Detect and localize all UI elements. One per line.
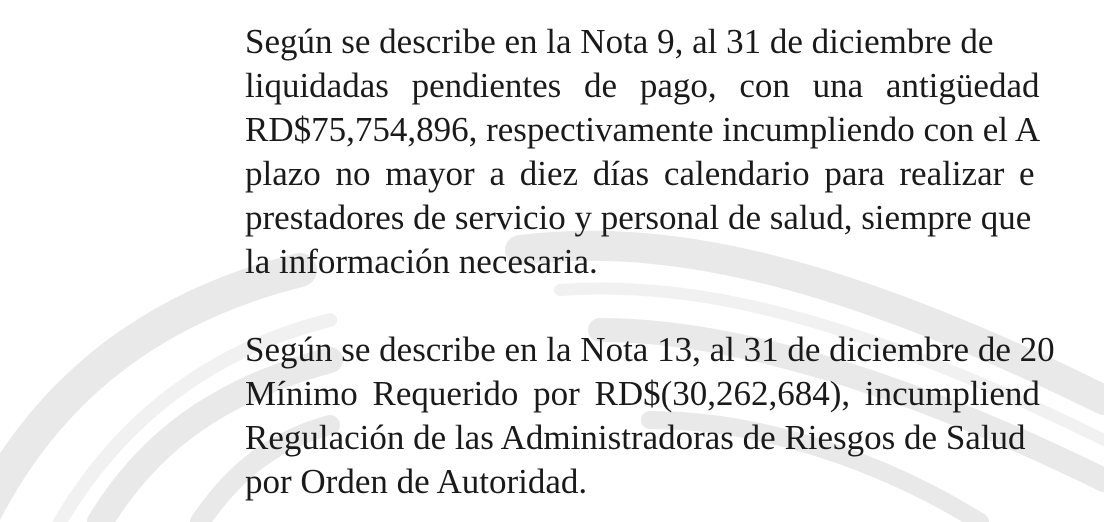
paragraph-2-line-2: Mínimo Requerido por RD$(30,262,684), incumpliend bbox=[245, 374, 1040, 413]
paragraph-1-line-5: prestadores de servicio y personal de salud, siempre que bbox=[245, 198, 1032, 237]
paragraph-1-line-4: plazo no mayor a diez días calendario para realizar e bbox=[245, 154, 1035, 193]
paragraph-1-line-3: RD$75,754,896, respectivamente incumpliendo con el A bbox=[245, 110, 1041, 149]
paragraph-2-line-1: Según se describe en la Nota 13, al 31 de diciembre de 20 bbox=[245, 330, 1055, 369]
paragraph-1-line-1: Según se describe en la Nota 9, al 31 de diciembre de bbox=[245, 22, 994, 61]
paragraph-1-line-6: la información necesaria. bbox=[245, 242, 598, 281]
paragraph-2-line-4: por Orden de Autoridad. bbox=[245, 462, 588, 501]
paragraph-1-line-2: liquidadas pendientes de pago, con una antigüedad bbox=[245, 66, 1040, 105]
paragraph-2-line-3: Regulación de las Administradoras de Riesgos de Salud bbox=[245, 418, 1026, 457]
